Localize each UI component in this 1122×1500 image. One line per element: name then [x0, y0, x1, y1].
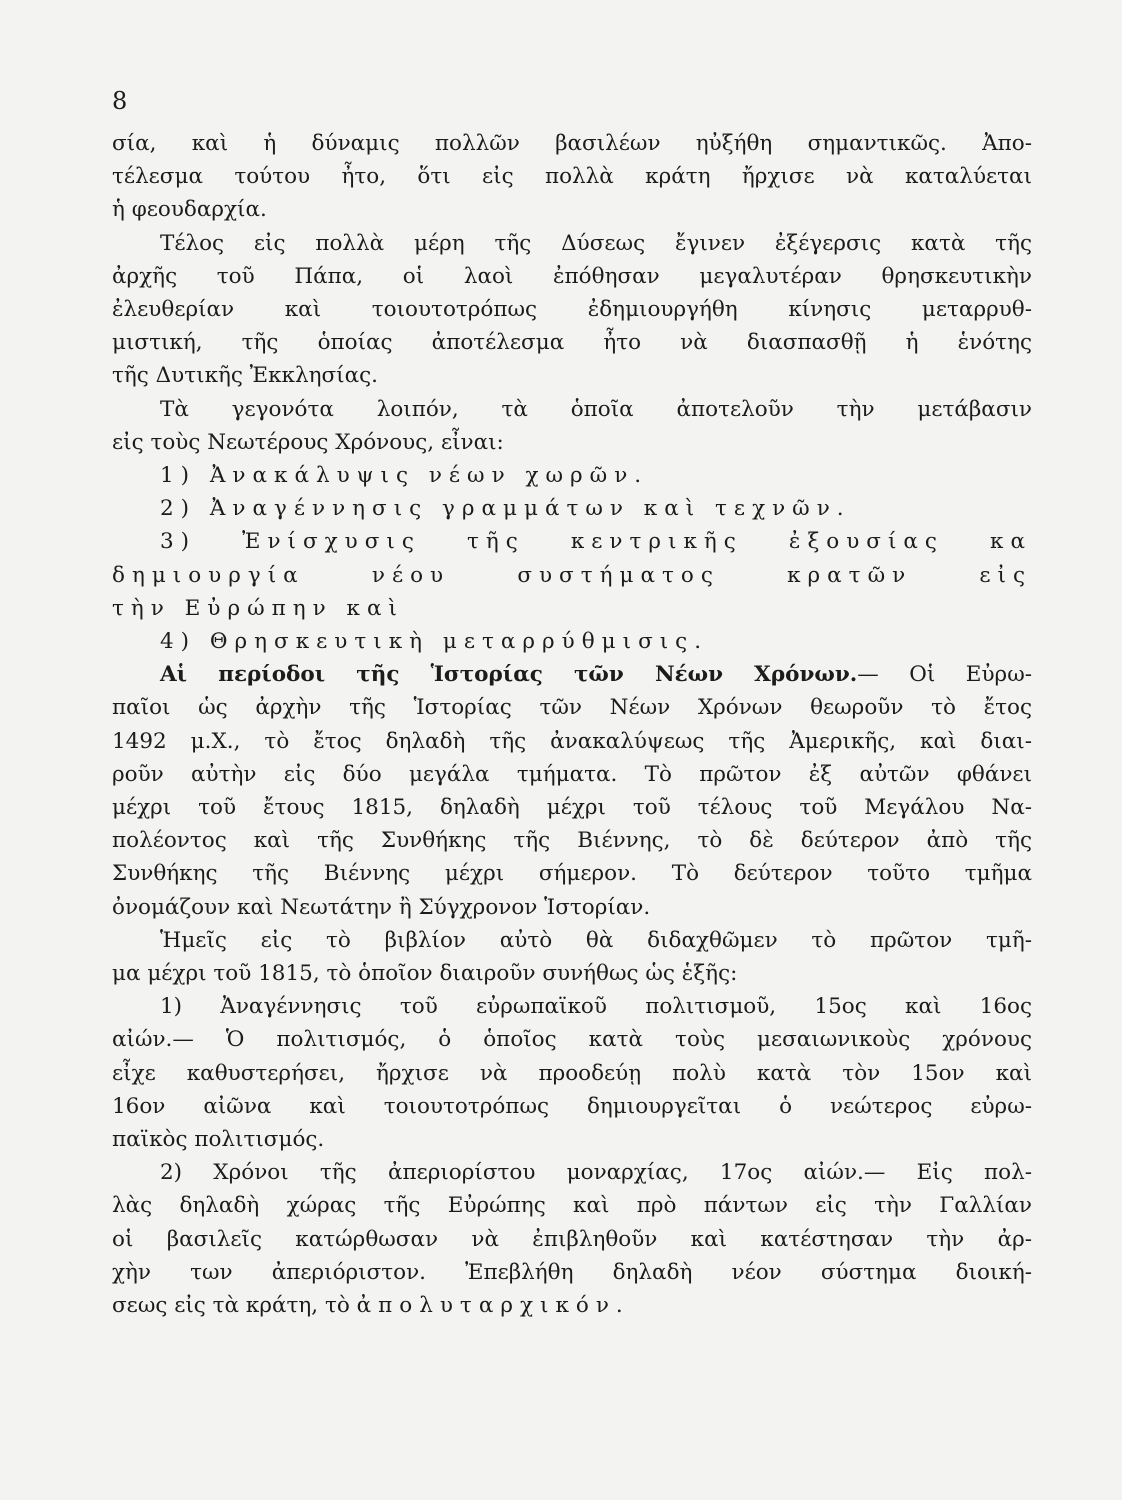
text-line: ἐλευθερίαν καὶ τοιουτοτρόπως ἐδημιουργήθη κίνησις μεταρρυθ-: [112, 297, 1032, 322]
text-line: ἀρχῆς τοῦ Πάπα, οἱ λαοὶ ἐπόθησαν μεγαλυτέραν θρησκευτικὴν: [112, 263, 1032, 289]
text-line: Συνθήκης τῆς Βιέννης μέχρι σήμερον. Τὸ δεύτερον τοῦτο τμῆμα: [112, 861, 1032, 887]
text-line: σία, καὶ ἡ δύναμις πολλῶν βασιλέων ηὐξήθη σημαντικῶς. Ἀπο-: [112, 131, 1032, 156]
text-line: μα μέχρι τοῦ 1815, τὸ ὁποῖον διαιροῦν συνήθως ὡς ἑξῆς:: [112, 961, 738, 986]
text-line: μέχρι τοῦ ἔτους 1815, δηλαδὴ μέχρι τοῦ τέλους τοῦ Μεγάλου Να-: [112, 795, 1032, 820]
text-line: Ἡμεῖς εἰς τὸ βιβλίον αὐτὸ θὰ διδαχθῶμεν τὸ πρῶτον τμῆ-: [160, 927, 1032, 953]
text-line: 16ον αἰῶνα καὶ τοιουτοτρόπως δημιουργεῖται ὁ νεώτερος εὐρω-: [112, 1093, 1032, 1119]
text-line: 1) Ἀναγέννησις τοῦ εὐρωπαϊκοῦ πολιτισμοῦ, 15ος καὶ 16ος: [160, 994, 1032, 1020]
text-line: αἰών.— Ὁ πολιτισμός, ὁ ὁποῖος κατὰ τοὺς μεσαιωνικοὺς χρόνους: [112, 1027, 1032, 1053]
text-line: ροῦν αὐτὴν εἰς δύο μεγάλα τμήματα. Τὸ πρῶτον ἐξ αὐτῶν φθάνει: [112, 761, 1032, 787]
text-line: πολέοντος καὶ τῆς Συνθήκης τῆς Βιέννης, τὸ δὲ δεύτερον ἀπὸ τῆς: [112, 828, 1032, 854]
text-line: 1492 μ.Χ., τὸ ἔτος δηλαδὴ τῆς ἀνακαλύψεως τῆς Ἀμερικῆς, καὶ διαι-: [112, 728, 1032, 754]
text-line: σεως εἰς τὰ κράτη, τὸ ἀπολυταρχικόν.: [112, 1293, 630, 1318]
text-line: 2) Χρόνοι τῆς ἀπεριορίστου μοναρχίας, 17ος αἰών.— Εἰς πολ-: [160, 1160, 1032, 1186]
page-number: 8: [112, 87, 128, 115]
text-line: τέλεσμα τούτου ἦτο, ὅτι εἰς πολλὰ κράτη ἤρχισε νὰ καταλύεται: [112, 164, 1032, 190]
text-line: λὰς δηλαδὴ χώρας τῆς Εὐρώπης καὶ πρὸ πάντων εἰς τὴν Γαλλίαν: [112, 1193, 1032, 1219]
text-line: εἶχε καθυστερήσει, ἤρχισε νὰ προοδεύῃ πολὺ κατὰ τὸν 15ον καὶ: [112, 1060, 1032, 1086]
text-line: τῆς Δυτικῆς Ἐκκλησίας.: [112, 363, 378, 389]
text-line: Τέλος εἰς πολλὰ μέρη τῆς Δύσεως ἔγινεν ἐξέγερσις κατὰ τῆς: [160, 230, 1032, 256]
text-line: ὀνομάζουν καὶ Νεωτάτην ἢ Σύγχρονον Ἱστορίαν.: [112, 894, 651, 920]
text-line: 3) Ἐνίσχυσις τῆς κεντρικῆς ἐξουσίας κα: [160, 529, 1032, 555]
text-line: 2) Ἀναγέννησις γραμμάτων καὶ τεχνῶν.: [160, 496, 851, 522]
text-line: παῖοι ὡς ἀρχὴν τῆς Ἱστορίας τῶν Νέων Χρόνων θεωροῦν τὸ ἔτος: [112, 695, 1032, 721]
text-line: παϊκὸς πολιτισμός.: [112, 1127, 325, 1152]
text-line: οἱ βασιλεῖς κατώρθωσαν νὰ ἐπιβληθοῦν καὶ κατέστησαν τὴν ἀρ-: [112, 1226, 1032, 1252]
text-line: τὴν Εὐρώπην καὶ: [112, 595, 404, 621]
text-line: μιστική, τῆς ὁποίας ἀποτέλεσμα ἦτο νὰ διασπασθῇ ἡ ἑνότης: [112, 330, 1032, 356]
text-line: Τὰ γεγονότα λοιπόν, τὰ ὁποῖα ἀποτελοῦν τὴν μετάβασιν: [160, 396, 1032, 422]
text-line: εἰς τοὺς Νεωτέρους Χρόνους, εἶναι:: [112, 429, 504, 455]
text-line: ἡ φεουδαρχία.: [112, 197, 267, 223]
text-line: χὴν των ἀπεριόριστον. Ἐπεβλήθη δηλαδὴ νέον σύστημα διοική-: [112, 1259, 1032, 1285]
text-line: 1) Ἀνακάλυψις νέων χωρῶν.: [160, 463, 649, 488]
text-line: δημιουργία νέου συστήματος κρατῶν εἰς: [112, 562, 1032, 588]
text-line: 4) Θρησκευτικὴ μεταρρύθμισις.: [160, 629, 709, 654]
section-heading-line: Αἱ περίοδοι τῆς Ἱστορίας τῶν Νέων Χρόνων.— Οἱ Εὐρω-: [160, 662, 1032, 688]
